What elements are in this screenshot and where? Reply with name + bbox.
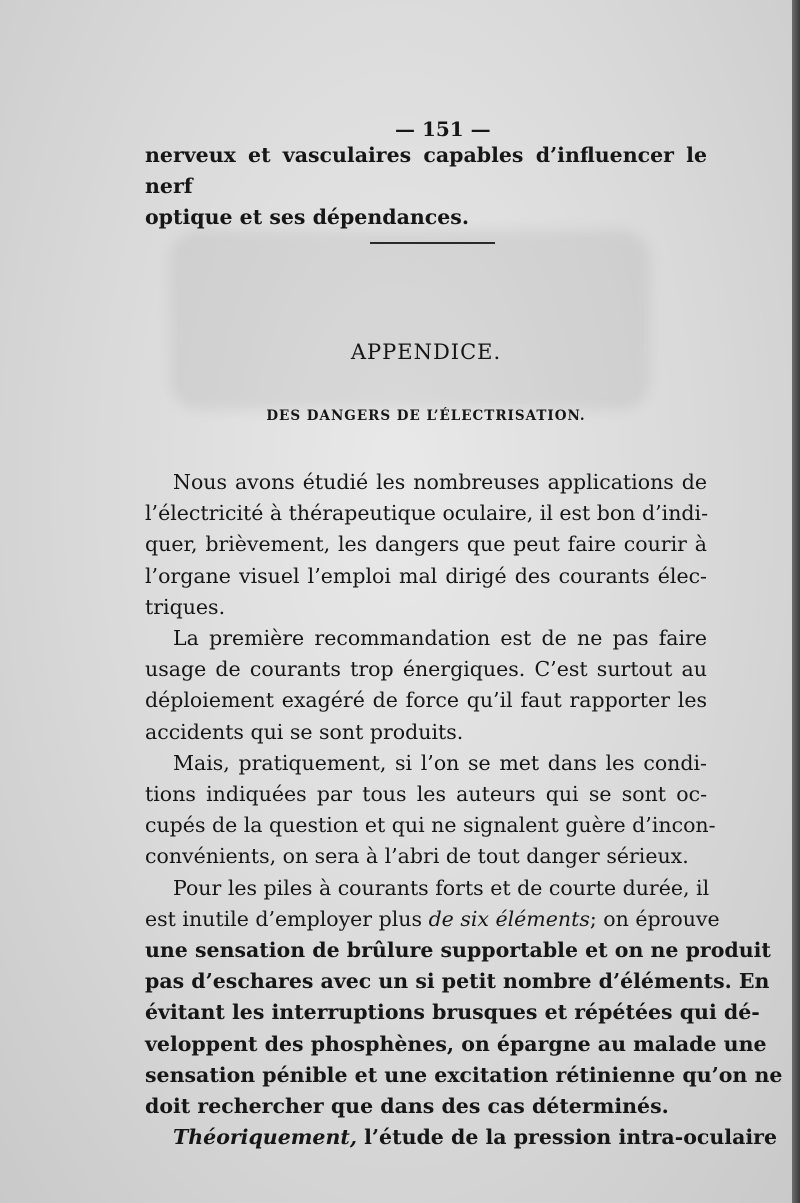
text-line: l’organe visuel l’emploi mal dirigé des courants élec- — [145, 563, 707, 588]
text-line: sensation pénible et une excitation rétinienne qu’on ne — [145, 1062, 783, 1087]
text-line: Pour les piles à courants forts et de courte durée, il — [173, 875, 710, 900]
continued-paragraph — [145, 140, 707, 233]
text-line-mixed — [145, 1122, 777, 1153]
text-line: pas d’eschares avec un si petit nombre d’éléments. En — [145, 969, 770, 994]
text-line: usage de courants trop énergiques. C’est surtout au — [145, 657, 707, 682]
text-line: triques. — [145, 594, 226, 619]
page-edge-shadow — [792, 0, 800, 1203]
text-run: l’étude de la pression intra-oculaire — [357, 1125, 777, 1150]
text-line: Nous avons étudié les nombreuses applications de — [173, 470, 707, 494]
text-line: cupés de la question et qui ne signalent guère d’incon- — [145, 813, 716, 838]
text-line: quer, brièvement, les dangers que peut faire courir à — [145, 532, 707, 557]
emphasis-text: Théoriquement, — [173, 1125, 357, 1150]
text-line: veloppent des phosphènes, on épargne au malade une — [145, 1031, 767, 1056]
text-line: doit rechercher que dans des cas déterminés. — [145, 1094, 669, 1119]
emphasis-text: de six éléments — [428, 906, 590, 931]
text-line: l’électricité à thérapeutique oculaire, il est bon d’indi- — [145, 501, 708, 526]
appendix-title: APPENDICE. — [350, 340, 502, 364]
section-title: DES DANGERS DE L’ÉLECTRISATION. — [266, 408, 586, 424]
text-line: La première recommandation est de ne pas faire — [173, 626, 707, 651]
horizontal-rule — [370, 242, 495, 244]
bleed-through-stain — [170, 230, 650, 410]
text-run: ; on éprouve — [589, 906, 720, 931]
text-line: convénients, on sera à l’abri de tout danger sérieux. — [145, 844, 689, 869]
body-text — [145, 467, 783, 1153]
text-run: est inutile d’employer plus — [145, 906, 423, 931]
text-line: évitant les interruptions brusques et répétées qui dé- — [145, 1000, 760, 1025]
text-line: nerveux et vasculaires capables d’influencer le nerf — [145, 143, 707, 198]
text-line: une sensation de brûlure supportable et on ne produit — [145, 938, 771, 963]
text-line: accidents qui se sont produits. — [145, 719, 464, 744]
text-line: Mais, pratiquement, si l’on se met dans les condi- — [173, 750, 707, 775]
text-line-mixed — [145, 904, 720, 935]
text-line: tions indiquées par tous les auteurs qui se sont oc- — [145, 782, 707, 807]
page-number: — 151 — — [395, 117, 491, 141]
text-line: déploiement exagéré de force qu’il faut rapporter les — [145, 688, 707, 713]
text-line: optique et ses dépendances. — [145, 205, 469, 229]
